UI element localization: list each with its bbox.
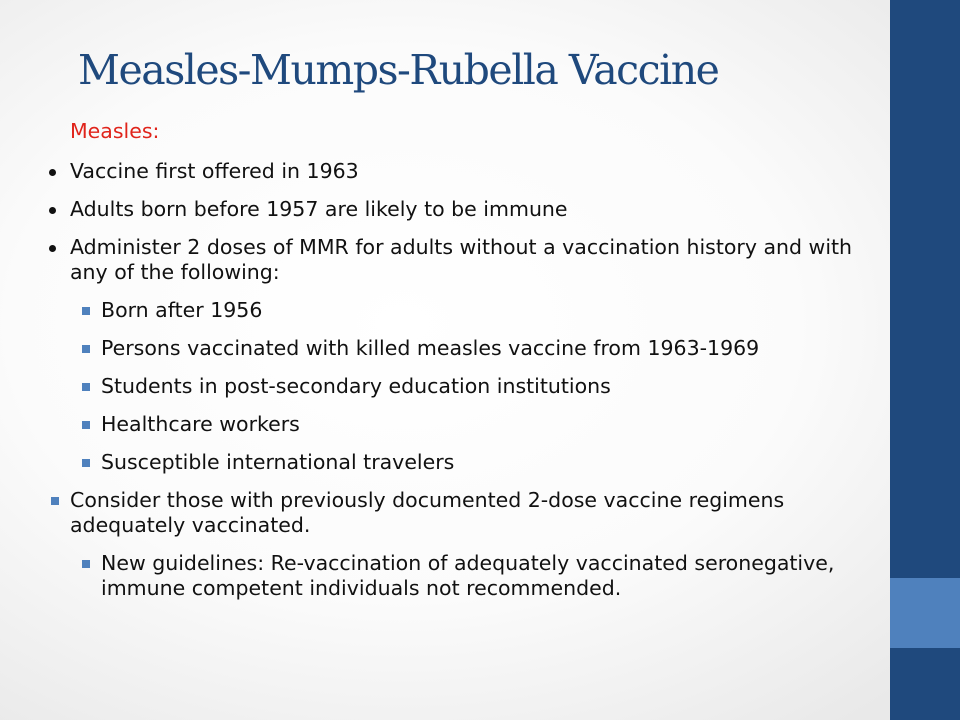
- bullet-item: [48, 197, 868, 222]
- side-bar-bottom: [890, 648, 960, 720]
- sub-bullet-text: Students in post-secondary education institutions: [101, 374, 611, 398]
- bullet-dot-icon: [49, 245, 56, 252]
- bullet-text: Administer 2 doses of MMR for adults without a vaccination history and with any of the following:: [70, 235, 853, 284]
- guideline-text: New guidelines: Re-vaccination of adequately vaccinated seronegative, immune competent individuals not recommended.: [101, 551, 835, 600]
- guideline-item: [48, 551, 868, 601]
- sub-bullet-text: Healthcare workers: [101, 412, 300, 436]
- sub-bullet-item: [48, 336, 868, 361]
- consider-text: Consider those with previously documented 2-dose vaccine regimens adequately vaccinated.: [70, 488, 785, 537]
- bullet-dot-icon: [49, 169, 56, 176]
- sub-bullet-text: Persons vaccinated with killed measles vaccine from 1963-1969: [101, 336, 760, 360]
- sub-bullet-text: Susceptible international travelers: [101, 450, 455, 474]
- square-bullet-icon: [51, 497, 59, 505]
- sub-bullet-item: [48, 450, 868, 475]
- square-bullet-icon: [82, 383, 90, 391]
- consider-item: [48, 488, 868, 538]
- slide-content: [48, 119, 868, 614]
- square-bullet-icon: [82, 345, 90, 353]
- square-bullet-icon: [82, 421, 90, 429]
- sub-bullet-item: [48, 298, 868, 323]
- bullet-item: [48, 159, 868, 184]
- section-heading: Measles:: [70, 119, 160, 143]
- side-bar-accent: [890, 578, 960, 648]
- slide-title: Measles-Mumps-Rubella Vaccine: [78, 46, 719, 94]
- square-bullet-icon: [82, 459, 90, 467]
- sub-bullet-item: [48, 374, 868, 399]
- sub-bullet-text: Born after 1956: [101, 298, 263, 322]
- square-bullet-icon: [82, 307, 90, 315]
- side-bar-top: [890, 0, 960, 578]
- bullet-dot-icon: [49, 207, 56, 214]
- bullet-item: [48, 235, 868, 285]
- bullet-text: Vaccine first offered in 1963: [70, 159, 359, 183]
- sub-bullet-item: [48, 412, 868, 437]
- bullet-text: Adults born before 1957 are likely to be immune: [70, 197, 568, 221]
- square-bullet-icon: [82, 560, 90, 568]
